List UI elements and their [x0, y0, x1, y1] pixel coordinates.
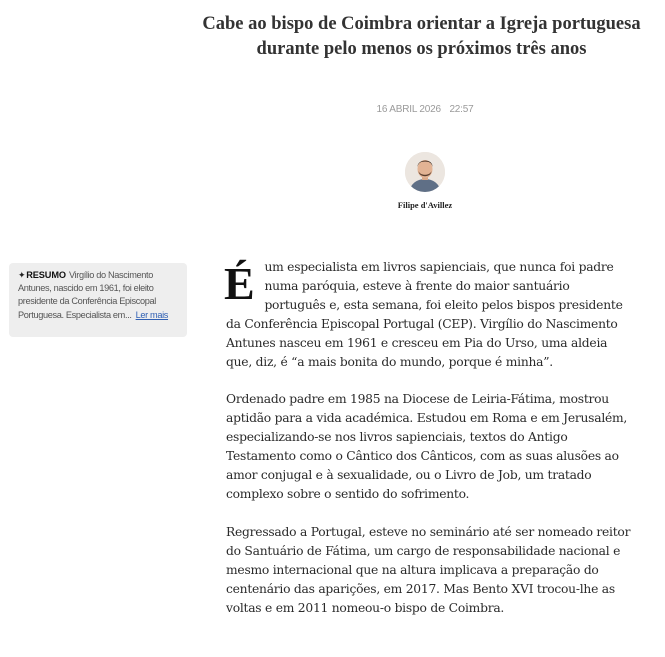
paragraph-text: um especialista em livros sapienciais, que nunca foi padre numa paróquia, esteve à frente do maior santuário português e, esta semana, foi eleito pelos bispos presidente da Conferência Episcopal Portugal (CEP). Virgílio do Nascimento Antunes nasceu em 1961 e cresceu em Pia do Urso, uma aldeia que, diz, é “a mais bonita do mundo, porque é minha”.: [226, 260, 623, 369]
article-date: 16 ABRIL 2026: [376, 104, 441, 115]
author-name[interactable]: Filipe d'Avillez: [397, 200, 453, 210]
drop-cap: É: [224, 258, 255, 309]
article-paragraph: Regressado a Portugal, esteve no seminário até ser nomeado reitor do Santuário de Fátima, um cargo de responsabilidade nacional e mesmo internacional que na altura implicava a preparação do centenário das aparições, em 2017. Mas Bento XVI trocou-lhe as voltas e em 2011 nomeou-o bispo de Coimbra.: [226, 524, 631, 615]
sparkle-icon: ✦: [18, 270, 26, 280]
article-body: [226, 258, 631, 636]
author-avatar[interactable]: [405, 152, 445, 192]
read-more-link[interactable]: Ler mais: [135, 309, 169, 320]
summary-box: [9, 263, 187, 337]
article-paragraph: [226, 258, 631, 371]
article-paragraph: Ordenado padre em 1985 na Diocese de Leiria-Fátima, mostrou aptidão para a vida académica. Estudou em Roma e em Jerusalém, especializando-se nos livros sapienciais, textos do Antigo Testamento como o Cântico dos Cânticos, com as suas alusões ao amor conjugal e à sexualidade, ou o Livro de Job, um tratado complexo sobre o sentido do sofrimento.: [226, 392, 628, 501]
author-photo: [405, 152, 445, 192]
article-time: 22:57: [449, 104, 474, 115]
article-subtitle: Cabe ao bispo de Coimbra orientar a Igreja portuguesa durante pelo menos os próximos três anos: [202, 14, 641, 59]
summary-text: Virgílio do Nascimento Antunes, nascido em 1961, foi eleito presidente da Conferência Episcopal Portuguesa. Especialista em...: [18, 270, 156, 320]
article-meta: [340, 104, 510, 115]
summary-label: RESUMO: [26, 270, 66, 280]
